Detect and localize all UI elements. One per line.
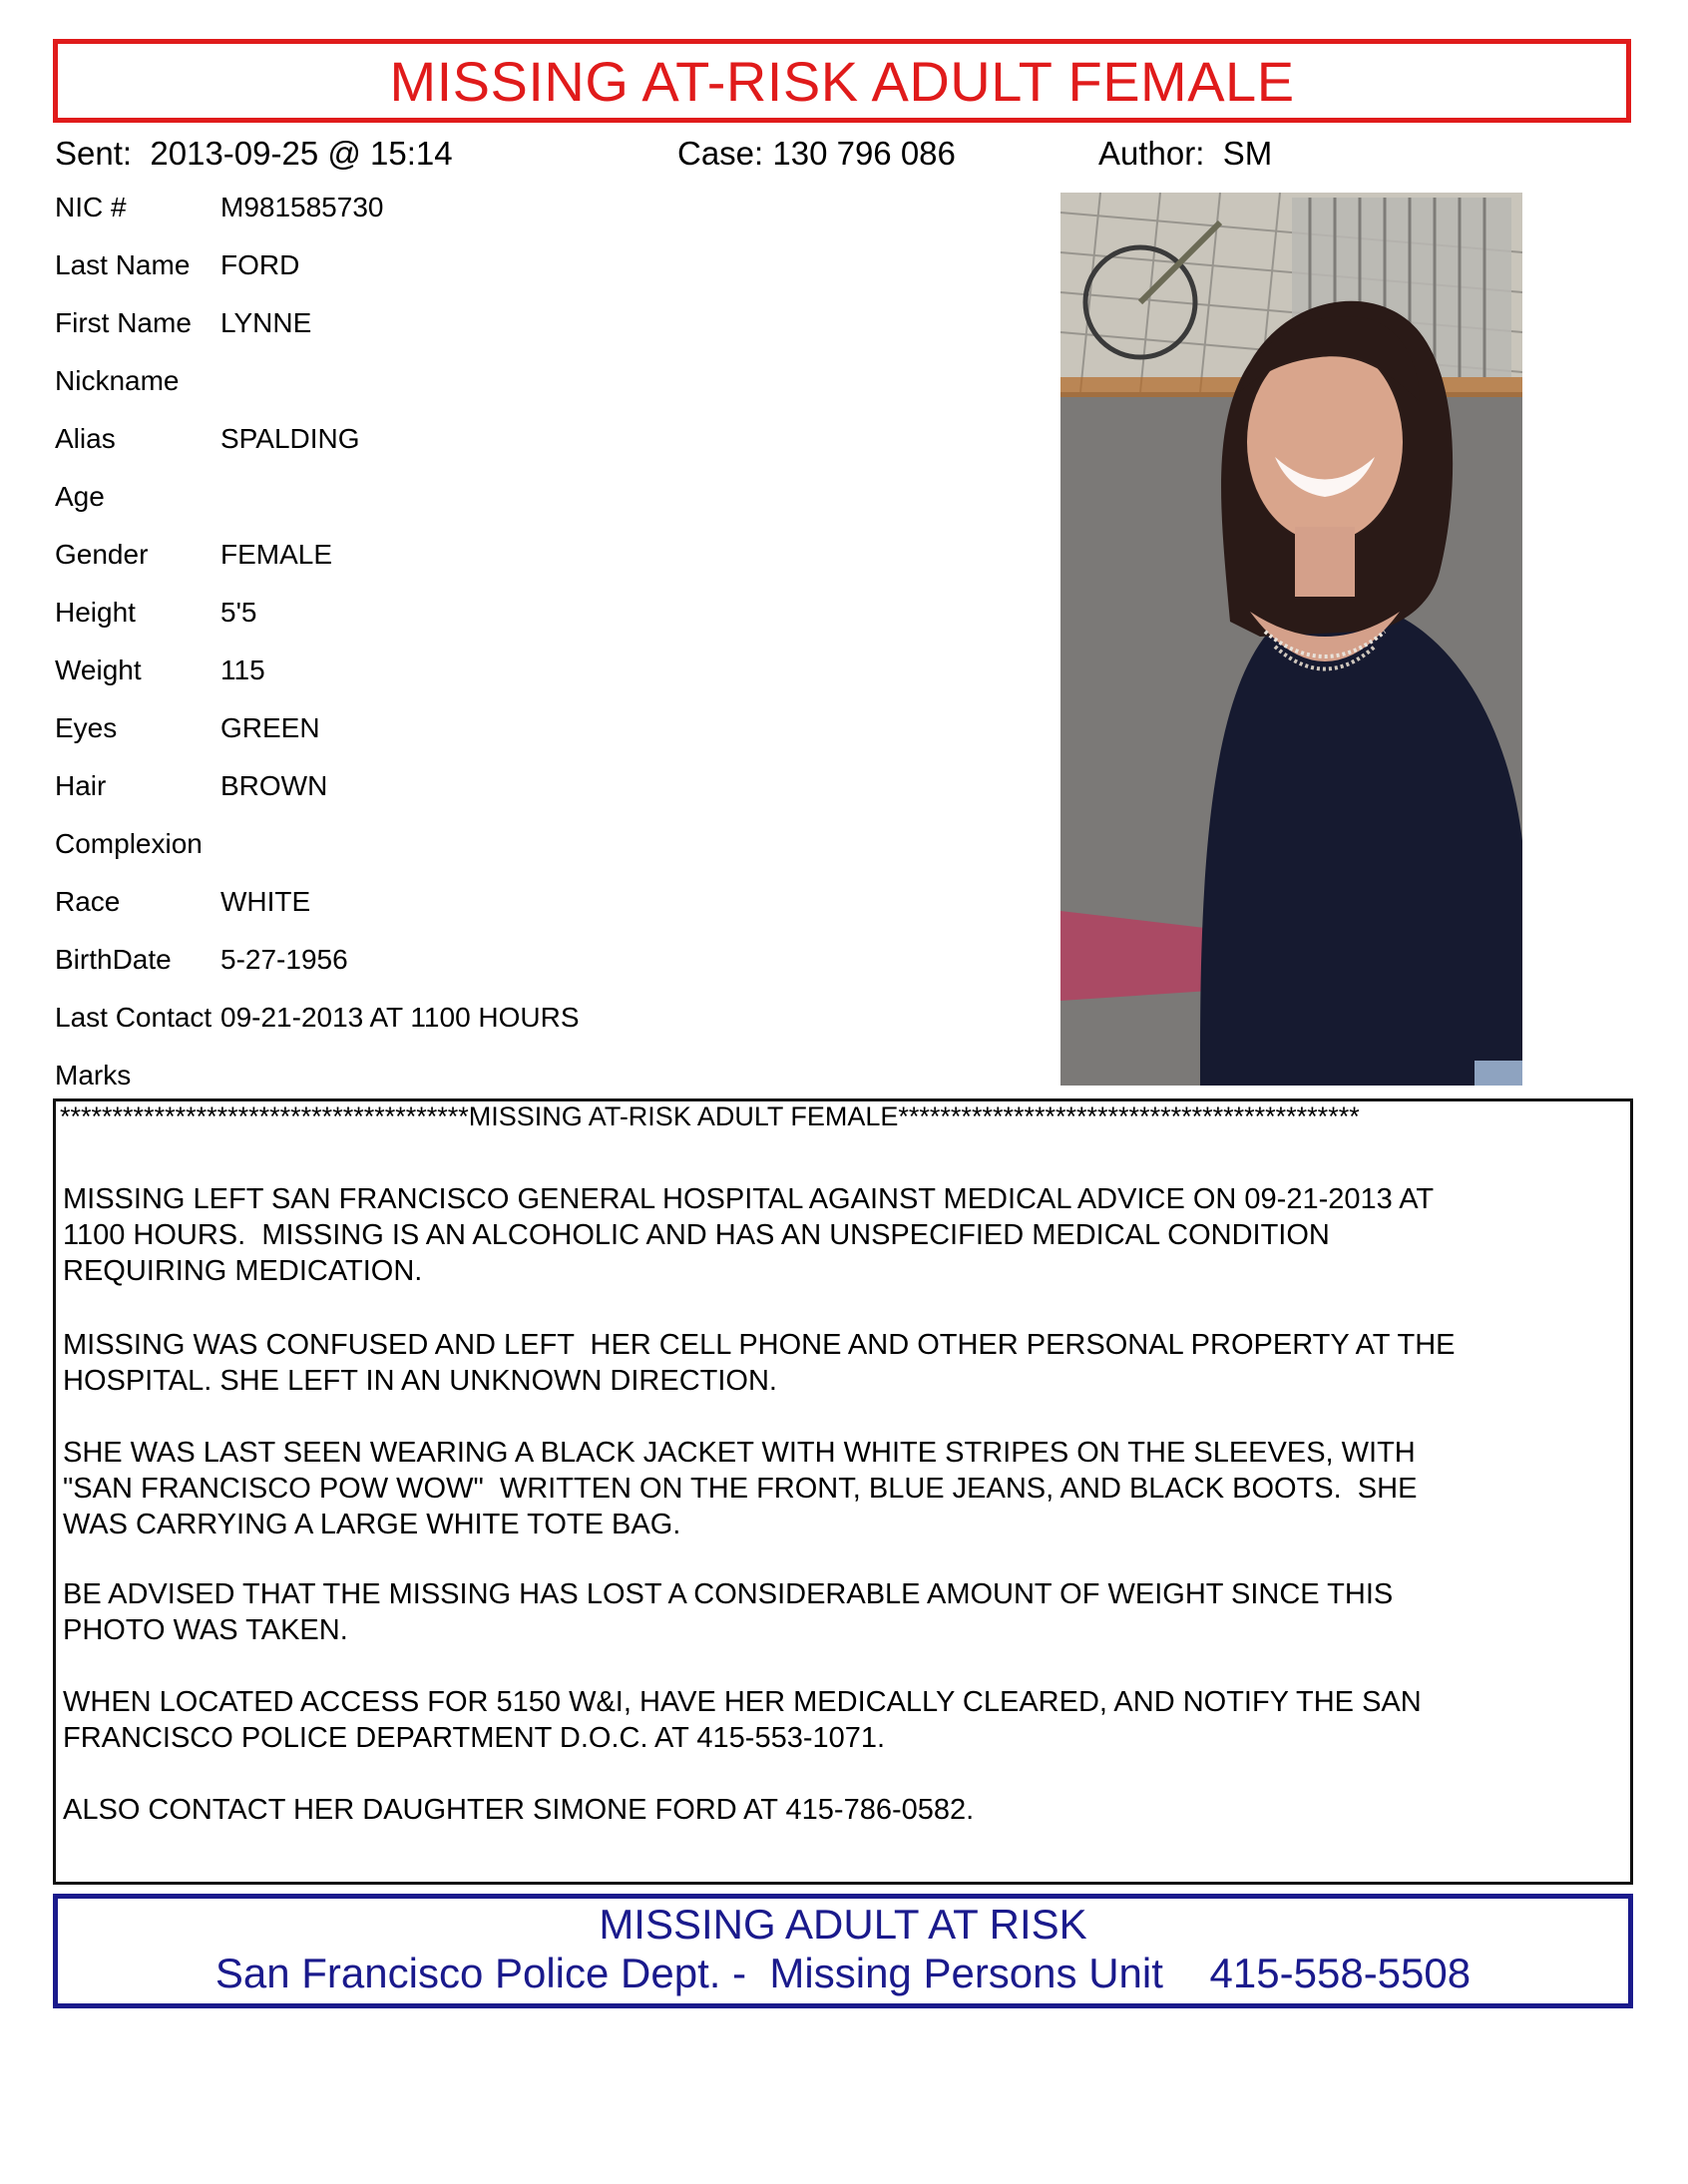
narrative-paragraph xyxy=(63,1576,1599,1648)
field-label: Alias xyxy=(55,423,116,454)
field-label: Height xyxy=(55,597,136,628)
narrative-paragraph xyxy=(63,1327,1599,1399)
narrative-line: ALSO CONTACT HER DAUGHTER SIMONE FORD AT 415-786-0582. xyxy=(63,1794,975,1826)
missing-person-photo xyxy=(1060,193,1522,1086)
page-title: MISSING AT-RISK ADULT FEMALE xyxy=(389,49,1295,113)
field-value: FORD xyxy=(220,249,300,280)
field-value: WHITE xyxy=(220,886,311,917)
field-label: Weight xyxy=(55,655,142,685)
narrative-paragraph xyxy=(63,1792,1599,1828)
field-value: 5'5 xyxy=(220,597,257,628)
field-label: Marks xyxy=(55,1060,132,1091)
narrative-line: "SAN FRANCISCO POW WOW" WRITTEN ON THE FRONT, BLUE JEANS, AND BLACK BOOTS. SHE xyxy=(63,1473,1418,1505)
narrative-paragraph xyxy=(63,1181,1599,1289)
narrative-heading: ***************************************MISSING AT-RISK ADULT FEMALE******************************************** xyxy=(60,1101,1360,1131)
field-label: Eyes xyxy=(55,712,118,743)
field-value: LYNNE xyxy=(220,307,312,338)
field-label: NIC # xyxy=(55,192,127,222)
field-value: 09-21-2013 AT 1100 HOURS xyxy=(220,1002,580,1033)
narrative-line: 1100 HOURS. MISSING IS AN ALCOHOLIC AND HAS AN UNSPECIFIED MEDICAL CONDITION xyxy=(63,1219,1330,1251)
narrative-paragraph xyxy=(63,1684,1599,1756)
field-label: Last Name xyxy=(55,249,191,280)
narrative-line: FRANCISCO POLICE DEPARTMENT D.O.C. AT 415-553-1071. xyxy=(63,1722,886,1754)
field-label: Hair xyxy=(55,770,107,801)
field-label: First Name xyxy=(55,307,192,338)
contact-footer xyxy=(53,1894,1633,2008)
field-value: SPALDING xyxy=(220,423,360,454)
field-label: Race xyxy=(55,886,121,917)
field-label: Gender xyxy=(55,539,149,570)
case-number: Case: 130 796 086 xyxy=(677,135,956,172)
narrative-line: REQUIRING MEDICATION. xyxy=(63,1255,423,1287)
field-value: 5-27-1956 xyxy=(220,944,348,975)
narrative-line: PHOTO WAS TAKEN. xyxy=(63,1614,348,1646)
field-label: BirthDate xyxy=(55,944,172,975)
field-value: FEMALE xyxy=(220,539,333,570)
sent-timestamp: Sent: 2013-09-25 @ 15:14 xyxy=(55,135,453,172)
field-label: Age xyxy=(55,481,105,512)
field-value: 115 xyxy=(220,655,265,685)
narrative-box xyxy=(53,1098,1633,1885)
narrative-line: WAS CARRYING A LARGE WHITE TOTE BAG. xyxy=(63,1509,681,1540)
title-banner xyxy=(53,39,1631,123)
narrative-line: BE ADVISED THAT THE MISSING HAS LOST A CONSIDERABLE AMOUNT OF WEIGHT SINCE THIS xyxy=(63,1578,1394,1610)
field-value: GREEN xyxy=(220,712,320,743)
footer-contact: San Francisco Police Dept. - Missing Persons Unit 415-558-5508 xyxy=(214,1950,1472,1996)
narrative-line: MISSING WAS CONFUSED AND LEFT HER CELL PHONE AND OTHER PERSONAL PROPERTY AT THE xyxy=(63,1329,1456,1361)
field-value: BROWN xyxy=(220,770,328,801)
narrative-line: HOSPITAL. SHE LEFT IN AN UNKNOWN DIRECTION. xyxy=(63,1365,777,1397)
author: Author: SM xyxy=(1098,135,1273,172)
narrative-paragraph xyxy=(63,1435,1599,1542)
narrative-line: MISSING LEFT SAN FRANCISCO GENERAL HOSPITAL AGAINST MEDICAL ADVICE ON 09-21-2013 AT xyxy=(63,1183,1435,1215)
field-value: M981585730 xyxy=(220,192,384,222)
narrative-line: SHE WAS LAST SEEN WEARING A BLACK JACKET WITH WHITE STRIPES ON THE SLEEVES, WITH xyxy=(63,1437,1416,1469)
field-label: Last Contact xyxy=(55,1002,212,1033)
field-label: Nickname xyxy=(55,365,180,396)
footer-title: MISSING ADULT AT RISK xyxy=(599,1901,1087,1948)
narrative-line: WHEN LOCATED ACCESS FOR 5150 W&I, HAVE HER MEDICALLY CLEARED, AND NOTIFY THE SAN xyxy=(63,1686,1422,1718)
field-label: Complexion xyxy=(55,828,203,859)
